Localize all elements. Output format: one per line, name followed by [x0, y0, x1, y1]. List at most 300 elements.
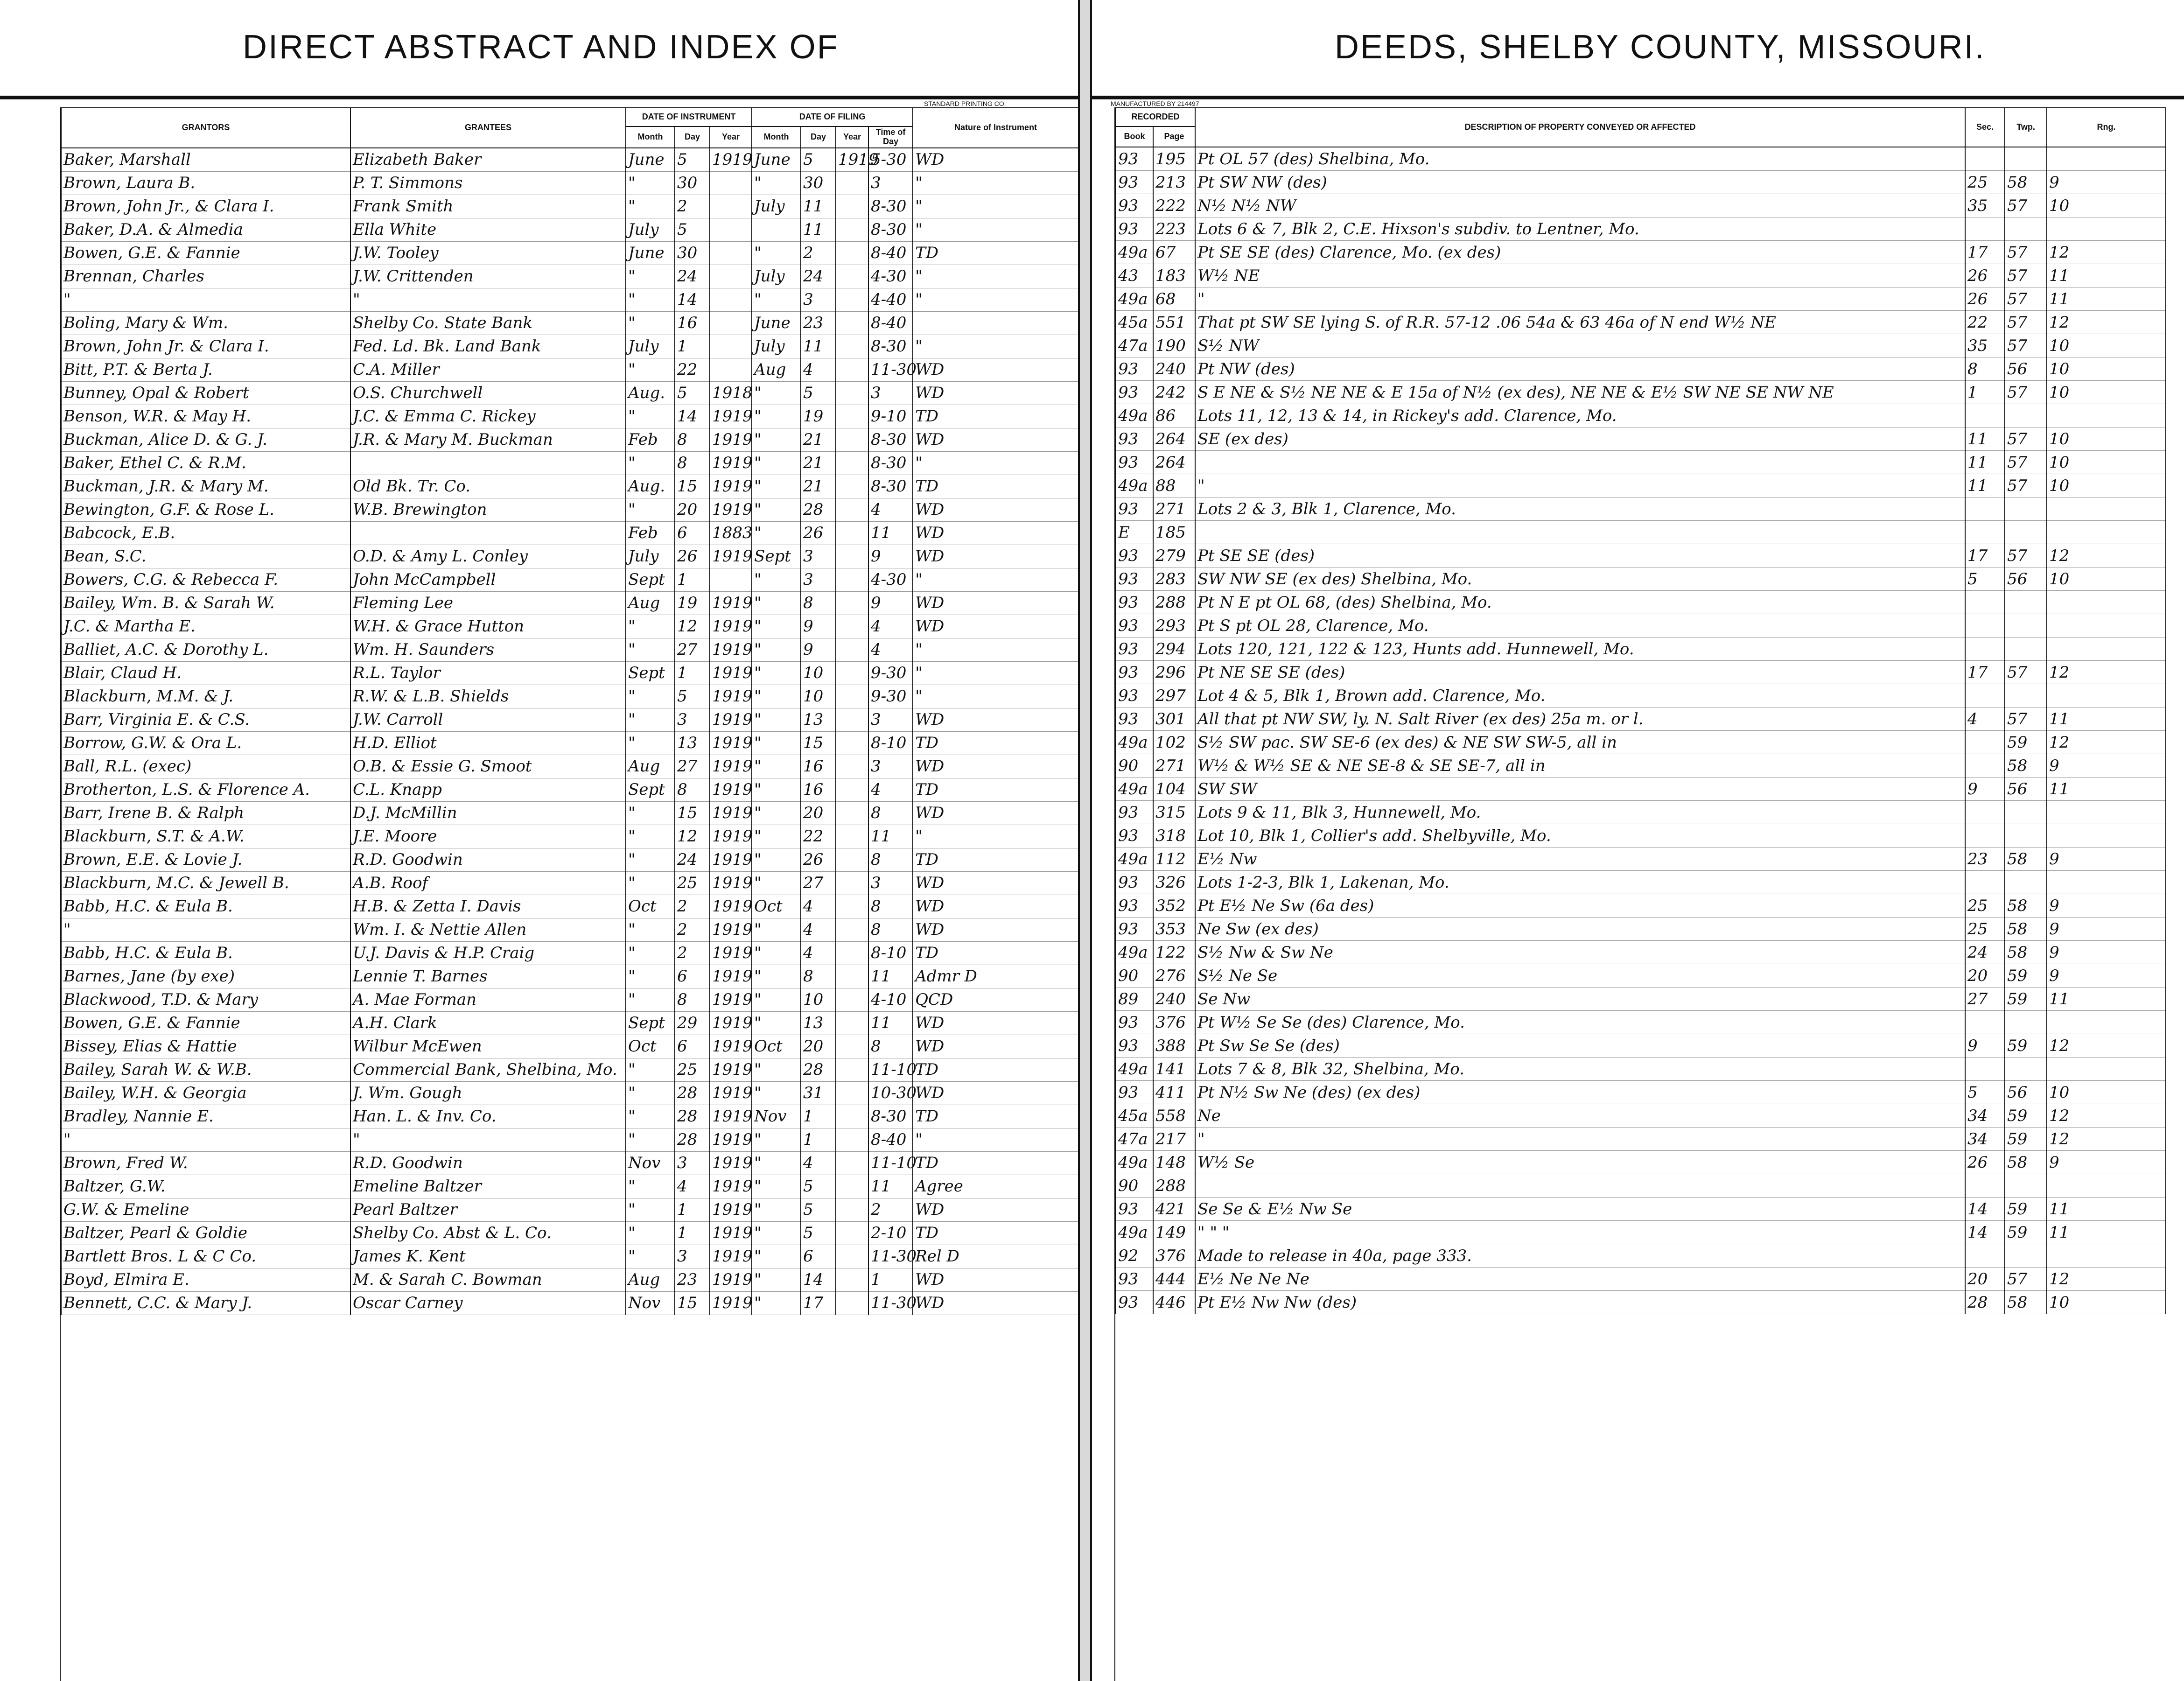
- township-cell: 59: [2005, 1198, 2047, 1221]
- ledger-row-right: [1116, 544, 2166, 567]
- instrument-month-cell: ": [626, 358, 675, 381]
- description-cell: Se Se & E½ Nw Se: [1195, 1198, 1965, 1221]
- nature-of-instrument-cell: TD: [913, 1221, 1078, 1245]
- page-cell: 264: [1153, 427, 1195, 451]
- ledger-row-right: [1116, 894, 2166, 918]
- filing-day-cell: 14: [801, 1268, 836, 1291]
- instrument-month-cell: ": [626, 288, 675, 311]
- instrument-year-cell: [710, 195, 752, 218]
- page-cell: 411: [1153, 1081, 1195, 1104]
- section-cell: [1965, 404, 2005, 427]
- filing-day-cell: 10: [801, 685, 836, 708]
- instrument-year-cell: 1919: [710, 428, 752, 451]
- col-header-twp: Twp.: [2005, 108, 2047, 147]
- range-cell: 10: [2047, 381, 2166, 404]
- description-cell: Pt S pt OL 28, Clarence, Mo.: [1195, 614, 1965, 637]
- instrument-day-cell: 25: [675, 1058, 710, 1081]
- filing-month-cell: ": [752, 1245, 801, 1268]
- filing-month-cell: ": [752, 405, 801, 428]
- filing-month-cell: ": [752, 1128, 801, 1151]
- instrument-year-cell: 1919: [710, 731, 752, 755]
- range-cell: 9: [2047, 1151, 2166, 1174]
- ledger-row-right: [1116, 754, 2166, 777]
- ledger-row-left: [61, 218, 1078, 241]
- instrument-year-cell: [710, 288, 752, 311]
- filing-day-cell: 3: [801, 288, 836, 311]
- nature-of-instrument-cell: WD: [913, 708, 1078, 731]
- section-cell: 23: [1965, 848, 2005, 871]
- filing-year-cell: [836, 638, 868, 661]
- instrument-month-cell: ": [626, 405, 675, 428]
- grantor-cell: Buckman, Alice D. & G. J.: [61, 428, 350, 451]
- page-cell: 104: [1153, 777, 1195, 801]
- right-ledger-table: [1115, 107, 2166, 1314]
- filing-month-cell: ": [752, 591, 801, 615]
- nature-of-instrument-cell: WD: [913, 498, 1078, 521]
- grantee-cell: Ella White: [350, 218, 626, 241]
- grantor-cell: Blackburn, M.M. & J.: [61, 685, 350, 708]
- grantor-cell: Balliet, A.C. & Dorothy L.: [61, 638, 350, 661]
- filing-time-cell: 11-30: [868, 1245, 913, 1268]
- col-header-rng: Rng.: [2047, 108, 2166, 147]
- instrument-month-cell: ": [626, 1175, 675, 1198]
- ledger-row-right: [1116, 241, 2166, 264]
- grantor-cell: Brown, John Jr. & Clara I.: [61, 335, 350, 358]
- instrument-year-cell: 1919: [710, 1291, 752, 1315]
- filing-time-cell: 11-10: [868, 1151, 913, 1175]
- grantee-cell: Pearl Baltzer: [350, 1198, 626, 1221]
- ledger-row-left: [61, 358, 1078, 381]
- description-cell: W½ NE: [1195, 264, 1965, 287]
- grantor-cell: Bitt, P.T. & Berta J.: [61, 358, 350, 381]
- description-cell: Lots 6 & 7, Blk 2, C.E. Hixson's subdiv. to Lentner, Mo.: [1195, 217, 1965, 241]
- grantee-cell: A. Mae Forman: [350, 988, 626, 1011]
- section-cell: 11: [1965, 474, 2005, 497]
- ledger-row-left: [61, 615, 1078, 638]
- instrument-month-cell: Aug.: [626, 381, 675, 405]
- description-cell: Pt W½ Se Se (des) Clarence, Mo.: [1195, 1011, 1965, 1034]
- ledger-row-right: [1116, 941, 2166, 964]
- filing-time-cell: 9: [868, 545, 913, 568]
- range-cell: 12: [2047, 1104, 2166, 1128]
- filing-month-cell: ": [752, 241, 801, 265]
- filing-time-cell: 3: [868, 381, 913, 405]
- instrument-month-cell: ": [626, 1128, 675, 1151]
- instrument-day-cell: 20: [675, 498, 710, 521]
- filing-year-cell: 1919: [836, 148, 868, 172]
- grantor-cell: Bowers, C.G. & Rebecca F.: [61, 568, 350, 591]
- township-cell: [2005, 521, 2047, 544]
- grantee-cell: Frank Smith: [350, 195, 626, 218]
- book-cell: 93: [1116, 544, 1153, 567]
- instrument-month-cell: ": [626, 801, 675, 825]
- section-cell: 34: [1965, 1104, 2005, 1128]
- filing-time-cell: 3: [868, 871, 913, 895]
- filing-month-cell: ": [752, 638, 801, 661]
- ledger-row-left: [61, 475, 1078, 498]
- book-cell: 49a: [1116, 731, 1153, 754]
- description-cell: S E NE & S½ NE NE & E 15a of N½ (ex des), NE NE & E½ SW NE SE NW NE: [1195, 381, 1965, 404]
- township-cell: 57: [2005, 474, 2047, 497]
- section-cell: [1965, 147, 2005, 171]
- instrument-month-cell: Aug: [626, 591, 675, 615]
- filing-year-cell: [836, 1175, 868, 1198]
- filing-time-cell: 8-40: [868, 311, 913, 335]
- instrument-month-cell: Oct: [626, 1035, 675, 1058]
- instrument-month-cell: ": [626, 195, 675, 218]
- filing-year-cell: [836, 498, 868, 521]
- instrument-month-cell: ": [626, 941, 675, 965]
- grantee-cell: O.S. Churchwell: [350, 381, 626, 405]
- range-cell: 12: [2047, 241, 2166, 264]
- section-cell: [1965, 1174, 2005, 1198]
- ledger-row-left: [61, 965, 1078, 988]
- instrument-day-cell: 15: [675, 1291, 710, 1315]
- section-cell: 5: [1965, 1081, 2005, 1104]
- township-cell: 57: [2005, 264, 2047, 287]
- nature-of-instrument-cell: TD: [913, 941, 1078, 965]
- ledger-row-right: [1116, 521, 2166, 544]
- grantee-cell: U.J. Davis & H.P. Craig: [350, 941, 626, 965]
- grantor-cell: Brotherton, L.S. & Florence A.: [61, 778, 350, 801]
- description-cell: Pt SE SE (des): [1195, 544, 1965, 567]
- filing-day-cell: 20: [801, 1035, 836, 1058]
- page-cell: 148: [1153, 1151, 1195, 1174]
- grantor-cell: Bewington, G.F. & Rose L.: [61, 498, 350, 521]
- filing-day-cell: 26: [801, 848, 836, 871]
- township-cell: 57: [2005, 661, 2047, 684]
- section-cell: 27: [1965, 988, 2005, 1011]
- description-cell: SW NW SE (ex des) Shelbina, Mo.: [1195, 567, 1965, 591]
- col-header-file-year: Year: [836, 126, 868, 148]
- range-cell: 12: [2047, 311, 2166, 334]
- grantee-cell: D.J. McMillin: [350, 801, 626, 825]
- ledger-row-right: [1116, 311, 2166, 334]
- instrument-month-cell: July: [626, 218, 675, 241]
- range-cell: 10: [2047, 357, 2166, 381]
- instrument-day-cell: 23: [675, 1268, 710, 1291]
- description-cell: E½ Ne Ne Ne: [1195, 1268, 1965, 1291]
- page-cell: 67: [1153, 241, 1195, 264]
- book-cell: 93: [1116, 637, 1153, 661]
- filing-time-cell: 11: [868, 825, 913, 848]
- ledger-row-right: [1116, 1198, 2166, 1221]
- instrument-year-cell: 1919: [710, 498, 752, 521]
- instrument-month-cell: ": [626, 731, 675, 755]
- range-cell: 11: [2047, 1221, 2166, 1244]
- section-cell: 26: [1965, 264, 2005, 287]
- instrument-day-cell: 2: [675, 918, 710, 941]
- range-cell: [2047, 614, 2166, 637]
- book-cell: 93: [1116, 1081, 1153, 1104]
- grantor-cell: Bissey, Elias & Hattie: [61, 1035, 350, 1058]
- range-cell: 9: [2047, 941, 2166, 964]
- filing-time-cell: 8-30: [868, 1105, 913, 1128]
- description-cell: [1195, 1174, 1965, 1198]
- section-cell: 11: [1965, 451, 2005, 474]
- ledger-row-left: [61, 871, 1078, 895]
- instrument-day-cell: 8: [675, 988, 710, 1011]
- ledger-row-right: [1116, 1104, 2166, 1128]
- filing-time-cell: 11-30: [868, 1291, 913, 1315]
- section-cell: [1965, 731, 2005, 754]
- book-cell: 49a: [1116, 474, 1153, 497]
- page-cell: 190: [1153, 334, 1195, 357]
- township-cell: 59: [2005, 988, 2047, 1011]
- instrument-month-cell: ": [626, 1198, 675, 1221]
- instrument-day-cell: 1: [675, 661, 710, 685]
- grantor-cell: Blair, Claud H.: [61, 661, 350, 685]
- filing-time-cell: 11: [868, 1011, 913, 1035]
- right-printer-mark: MANUFACTURED BY 214497: [1111, 100, 1199, 107]
- grantor-cell: ": [61, 288, 350, 311]
- filing-year-cell: [836, 218, 868, 241]
- township-cell: [2005, 1011, 2047, 1034]
- range-cell: 12: [2047, 731, 2166, 754]
- filing-month-cell: Oct: [752, 1035, 801, 1058]
- filing-time-cell: 4-30: [868, 265, 913, 288]
- filing-day-cell: 4: [801, 1151, 836, 1175]
- instrument-month-cell: ": [626, 1081, 675, 1105]
- filing-month-cell: June: [752, 311, 801, 335]
- range-cell: 11: [2047, 1198, 2166, 1221]
- township-cell: 57: [2005, 241, 2047, 264]
- ledger-row-right: [1116, 404, 2166, 427]
- grantor-cell: Ball, R.L. (exec): [61, 755, 350, 778]
- filing-time-cell: 8-30: [868, 475, 913, 498]
- instrument-year-cell: 1919: [710, 1128, 752, 1151]
- filing-time-cell: 8-10: [868, 941, 913, 965]
- section-cell: 34: [1965, 1128, 2005, 1151]
- filing-time-cell: 8: [868, 1035, 913, 1058]
- left-printer-mark: STANDARD PRINTING CO.: [924, 100, 1006, 107]
- book-cell: 93: [1116, 894, 1153, 918]
- grantee-cell: R.D. Goodwin: [350, 1151, 626, 1175]
- section-cell: 14: [1965, 1221, 2005, 1244]
- section-cell: [1965, 497, 2005, 521]
- instrument-month-cell: ": [626, 825, 675, 848]
- instrument-month-cell: ": [626, 171, 675, 195]
- section-cell: 26: [1965, 1151, 2005, 1174]
- col-header-recorded: RECORDED: [1116, 108, 1195, 126]
- grantor-cell: Bunney, Opal & Robert: [61, 381, 350, 405]
- ledger-row-left: [61, 381, 1078, 405]
- township-cell: 58: [2005, 1291, 2047, 1314]
- filing-year-cell: [836, 451, 868, 475]
- range-cell: 11: [2047, 264, 2166, 287]
- section-cell: [1965, 754, 2005, 777]
- instrument-day-cell: 6: [675, 521, 710, 545]
- nature-of-instrument-cell: WD: [913, 381, 1078, 405]
- filing-month-cell: July: [752, 195, 801, 218]
- instrument-day-cell: 1: [675, 1198, 710, 1221]
- filing-time-cell: 8: [868, 801, 913, 825]
- filing-year-cell: [836, 1035, 868, 1058]
- instrument-month-cell: July: [626, 545, 675, 568]
- filing-time-cell: 11-10: [868, 1058, 913, 1081]
- grantor-cell: Bailey, Sarah W. & W.B.: [61, 1058, 350, 1081]
- description-cell: " " ": [1195, 1221, 1965, 1244]
- range-cell: 12: [2047, 661, 2166, 684]
- instrument-day-cell: 12: [675, 825, 710, 848]
- page-cell: 141: [1153, 1058, 1195, 1081]
- instrument-day-cell: 27: [675, 638, 710, 661]
- description-cell: All that pt NW SW, ly. N. Salt River (ex des) 25a m. or l.: [1195, 707, 1965, 731]
- township-cell: 58: [2005, 754, 2047, 777]
- instrument-year-cell: [710, 171, 752, 195]
- instrument-year-cell: 1919: [710, 1035, 752, 1058]
- township-cell: 57: [2005, 194, 2047, 217]
- filing-day-cell: 15: [801, 731, 836, 755]
- range-cell: 11: [2047, 777, 2166, 801]
- township-cell: 57: [2005, 707, 2047, 731]
- ledger-row-right: [1116, 1081, 2166, 1104]
- nature-of-instrument-cell: ": [913, 218, 1078, 241]
- grantee-cell: A.B. Roof: [350, 871, 626, 895]
- page-cell: 183: [1153, 264, 1195, 287]
- instrument-month-cell: ": [626, 1058, 675, 1081]
- ledger-row-right: [1116, 474, 2166, 497]
- nature-of-instrument-cell: WD: [913, 615, 1078, 638]
- filing-day-cell: 22: [801, 825, 836, 848]
- ledger-row-left: [61, 521, 1078, 545]
- filing-day-cell: 16: [801, 755, 836, 778]
- page-cell: 122: [1153, 941, 1195, 964]
- ledger-row-right: [1116, 287, 2166, 311]
- ledger-row-right: [1116, 427, 2166, 451]
- book-cell: 93: [1116, 918, 1153, 941]
- ledger-row-left: [61, 1128, 1078, 1151]
- filing-year-cell: [836, 335, 868, 358]
- book-cell: 93: [1116, 427, 1153, 451]
- grantor-cell: Brown, E.E. & Lovie J.: [61, 848, 350, 871]
- ledger-row-left: [61, 825, 1078, 848]
- description-cell: Ne Sw (ex des): [1195, 918, 1965, 941]
- section-cell: 9: [1965, 1034, 2005, 1058]
- filing-day-cell: 5: [801, 1221, 836, 1245]
- grantee-cell: Wilbur McEwen: [350, 1035, 626, 1058]
- description-cell: [1195, 451, 1965, 474]
- grantee-cell: Fleming Lee: [350, 591, 626, 615]
- ledger-row-left: [61, 241, 1078, 265]
- range-cell: 9: [2047, 964, 2166, 988]
- section-cell: [1965, 801, 2005, 824]
- nature-of-instrument-cell: ": [913, 265, 1078, 288]
- ledger-row-left: [61, 661, 1078, 685]
- instrument-day-cell: 28: [675, 1105, 710, 1128]
- ledger-row-left: [61, 638, 1078, 661]
- grantee-cell: Old Bk. Tr. Co.: [350, 475, 626, 498]
- instrument-year-cell: [710, 265, 752, 288]
- filing-time-cell: 9-10: [868, 405, 913, 428]
- range-cell: 10: [2047, 427, 2166, 451]
- instrument-year-cell: 1919: [710, 1198, 752, 1221]
- ledger-row-left: [61, 171, 1078, 195]
- instrument-month-cell: Feb: [626, 521, 675, 545]
- ledger-row-right: [1116, 171, 2166, 194]
- ledger-row-right: [1116, 637, 2166, 661]
- instrument-day-cell: 30: [675, 171, 710, 195]
- grantee-cell: O.D. & Amy L. Conley: [350, 545, 626, 568]
- section-cell: 25: [1965, 171, 2005, 194]
- ledger-row-right: [1116, 964, 2166, 988]
- filing-month-cell: July: [752, 335, 801, 358]
- book-cell: 93: [1116, 451, 1153, 474]
- left-margin: [0, 107, 61, 1681]
- range-cell: 11: [2047, 287, 2166, 311]
- filing-month-cell: Oct: [752, 895, 801, 918]
- filing-month-cell: Sept: [752, 545, 801, 568]
- grantor-cell: Babb, H.C. & Eula B.: [61, 941, 350, 965]
- col-header-file-day: Day: [801, 126, 836, 148]
- instrument-day-cell: 29: [675, 1011, 710, 1035]
- instrument-year-cell: 1919: [710, 778, 752, 801]
- filing-year-cell: [836, 918, 868, 941]
- description-cell: Lots 11, 12, 13 & 14, in Rickey's add. Clarence, Mo.: [1195, 404, 1965, 427]
- filing-time-cell: 4-40: [868, 288, 913, 311]
- grantor-cell: J.C. & Martha E.: [61, 615, 350, 638]
- book-cell: 93: [1116, 824, 1153, 848]
- ledger-row-left: [61, 1221, 1078, 1245]
- filing-day-cell: 11: [801, 335, 836, 358]
- description-cell: Pt NE SE SE (des): [1195, 661, 1965, 684]
- grantee-cell: [350, 521, 626, 545]
- section-cell: 35: [1965, 194, 2005, 217]
- grantor-cell: Blackwood, T.D. & Mary: [61, 988, 350, 1011]
- filing-day-cell: 10: [801, 661, 836, 685]
- grantee-cell: W.H. & Grace Hutton: [350, 615, 626, 638]
- instrument-month-cell: ": [626, 1245, 675, 1268]
- instrument-month-cell: ": [626, 1105, 675, 1128]
- instrument-month-cell: June: [626, 241, 675, 265]
- instrument-day-cell: 2: [675, 895, 710, 918]
- book-cell: 93: [1116, 171, 1153, 194]
- grantee-cell: Han. L. & Inv. Co.: [350, 1105, 626, 1128]
- grantee-cell: Commercial Bank, Shelbina, Mo.: [350, 1058, 626, 1081]
- page-cell: 301: [1153, 707, 1195, 731]
- filing-year-cell: [836, 475, 868, 498]
- grantee-cell: C.L. Knapp: [350, 778, 626, 801]
- township-cell: 59: [2005, 1034, 2047, 1058]
- filing-year-cell: [836, 1221, 868, 1245]
- ledger-row-left: [61, 918, 1078, 941]
- instrument-month-cell: Sept: [626, 1011, 675, 1035]
- ledger-row-left: [61, 1035, 1078, 1058]
- range-cell: [2047, 521, 2166, 544]
- filing-day-cell: 11: [801, 195, 836, 218]
- grantor-cell: Bradley, Nannie E.: [61, 1105, 350, 1128]
- filing-year-cell: [836, 568, 868, 591]
- section-cell: [1965, 614, 2005, 637]
- instrument-day-cell: 25: [675, 871, 710, 895]
- instrument-year-cell: 1919: [710, 755, 752, 778]
- description-cell: Pt SE SE (des) Clarence, Mo. (ex des): [1195, 241, 1965, 264]
- col-header-date-of-filing: DATE OF FILING: [752, 108, 913, 126]
- range-cell: 9: [2047, 848, 2166, 871]
- grantee-cell: Wm. I. & Nettie Allen: [350, 918, 626, 941]
- grantor-cell: ": [61, 918, 350, 941]
- filing-time-cell: 9-30: [868, 685, 913, 708]
- instrument-month-cell: Sept: [626, 778, 675, 801]
- range-cell: [2047, 217, 2166, 241]
- page-cell: 242: [1153, 381, 1195, 404]
- page-cell: 271: [1153, 497, 1195, 521]
- filing-day-cell: 28: [801, 498, 836, 521]
- book-cell: 90: [1116, 1174, 1153, 1198]
- filing-month-cell: Aug: [752, 358, 801, 381]
- range-cell: [2047, 637, 2166, 661]
- col-header-inst-day: Day: [675, 126, 710, 148]
